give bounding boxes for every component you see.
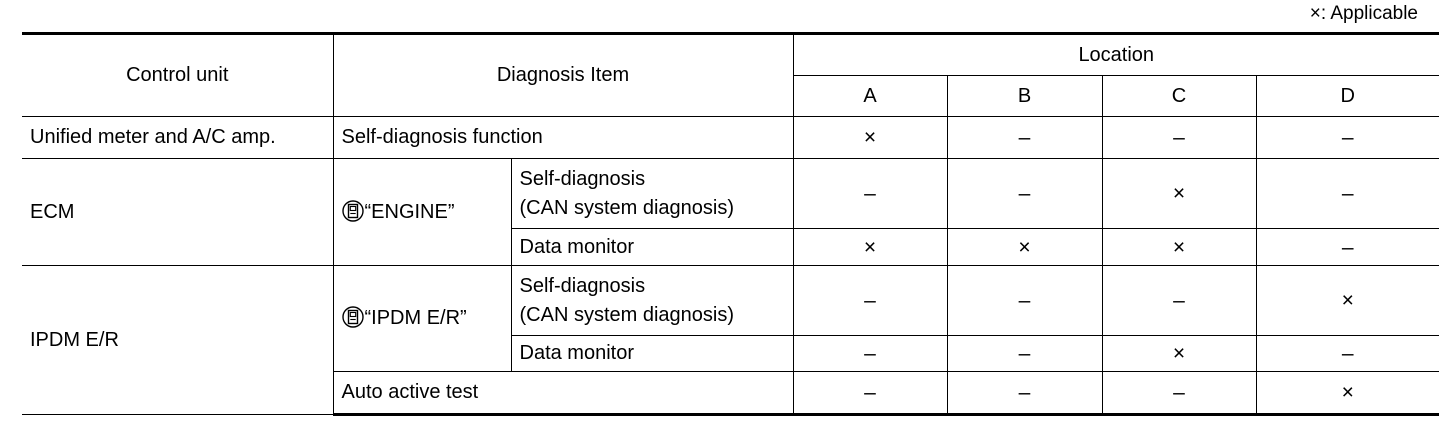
consult-tool-icon bbox=[342, 200, 364, 222]
ecm-data-monitor: Data monitor bbox=[511, 229, 793, 266]
mark-cell: – bbox=[1102, 372, 1256, 415]
header-diagnosis-item: Diagnosis Item bbox=[333, 34, 793, 117]
mark-cell: × bbox=[1256, 266, 1439, 336]
mark-cell: × bbox=[793, 229, 947, 266]
header-location-c: C bbox=[1102, 76, 1256, 117]
control-unit-unified-meter: Unified meter and A/C amp. bbox=[22, 117, 333, 159]
mark-cell: × bbox=[793, 117, 947, 159]
consult-ipdm-label: “IPDM E/R” bbox=[364, 307, 467, 329]
ipdm-self-diagnosis-cell bbox=[511, 266, 793, 336]
mark-cell: – bbox=[793, 159, 947, 229]
control-unit-ecm: ECM bbox=[22, 159, 333, 266]
header-control-unit: Control unit bbox=[22, 34, 333, 117]
mark-cell: – bbox=[947, 117, 1102, 159]
control-unit-ipdm: IPDM E/R bbox=[22, 266, 333, 415]
legend-applicable: ×: Applicable bbox=[1309, 3, 1418, 24]
diagnosis-table bbox=[22, 32, 1439, 416]
header-location-b: B bbox=[947, 76, 1102, 117]
mark-cell: – bbox=[1102, 117, 1256, 159]
mark-cell: × bbox=[947, 229, 1102, 266]
table-row-unified-meter bbox=[22, 117, 1439, 159]
ecm-self-diagnosis-line2: (CAN system diagnosis) bbox=[519, 196, 735, 219]
ipdm-self-diagnosis-line2: (CAN system diagnosis) bbox=[519, 303, 735, 326]
ecm-self-diagnosis-cell bbox=[511, 159, 793, 229]
ipdm-data-monitor: Data monitor bbox=[511, 336, 793, 372]
mark-cell: – bbox=[793, 266, 947, 336]
mark-cell: – bbox=[947, 372, 1102, 415]
consult-ipdm-cell bbox=[333, 266, 511, 372]
header-location-d: D bbox=[1256, 76, 1439, 117]
mark-cell: – bbox=[1256, 159, 1439, 229]
diagnosis-item-self-diagnosis-function: Self-diagnosis function bbox=[333, 117, 793, 159]
mark-cell: – bbox=[947, 266, 1102, 336]
ecm-self-diagnosis-line1: Self-diagnosis bbox=[519, 167, 646, 190]
mark-cell: – bbox=[1102, 266, 1256, 336]
table-row-ecm-self-diagnosis bbox=[22, 159, 1439, 229]
mark-cell: – bbox=[947, 159, 1102, 229]
mark-cell: × bbox=[1102, 159, 1256, 229]
ipdm-auto-active-test: Auto active test bbox=[333, 372, 793, 415]
consult-tool-icon bbox=[342, 306, 364, 328]
mark-cell: – bbox=[947, 336, 1102, 372]
consult-engine-label: “ENGINE” bbox=[364, 200, 455, 223]
mark-cell: × bbox=[1102, 336, 1256, 372]
header-location-a: A bbox=[793, 76, 947, 117]
mark-cell: – bbox=[793, 336, 947, 372]
mark-cell: × bbox=[1256, 372, 1439, 415]
header-location: Location bbox=[793, 34, 1439, 76]
mark-cell: – bbox=[1256, 229, 1439, 266]
mark-cell: – bbox=[1256, 117, 1439, 159]
consult-engine-cell bbox=[333, 159, 511, 266]
mark-cell: – bbox=[1256, 336, 1439, 372]
ipdm-self-diagnosis-line1: Self-diagnosis bbox=[519, 274, 646, 297]
table-row-ipdm-self-diagnosis bbox=[22, 266, 1439, 336]
mark-cell: – bbox=[793, 372, 947, 415]
mark-cell: × bbox=[1102, 229, 1256, 266]
